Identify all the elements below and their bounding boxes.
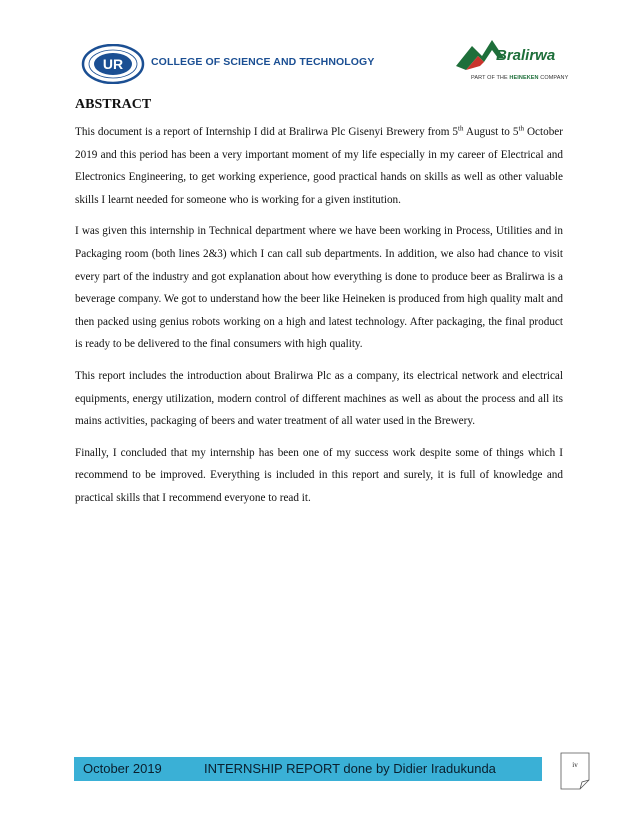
ur-logo-icon <box>81 44 145 84</box>
footer-bar <box>74 757 542 781</box>
page-number-box <box>560 752 590 790</box>
abstract-paragraph-3: This report includes the introduction about Bralirwa Plc as a company, its electrical network and electrical equipments, energy utilization, modern control of different machines as well as about the process and all its mains activities, packaging of beers and water treatment of all water used in the Brewery. <box>75 369 563 428</box>
brand-name: Bralirwa <box>496 47 556 64</box>
abstract-paragraph-1: This document is a report of Internship I did at Bralirwa Plc Gisenyi Brewery from 5th August to 5th October 2019 and this period has been a very important moment of my life especially in my career of Electrical and Electronics Engineering, to get working experience, good practical hands on skills as well as other valuable skills I learnt needed for someone who is working for a given institution. <box>75 124 563 206</box>
brand-tagline: PART OF THE HEINEKEN COMPANY <box>471 75 569 81</box>
footer-date: October 2019 <box>83 761 162 776</box>
abstract-paragraph-4: Finally, I concluded that my internship has been one of my success work despite some of things which I recommend to be improved. Everything is included in this report and surely, it is full of knowledge and practical skills that I recommend everyone to read it. <box>75 446 563 504</box>
page-number: iv <box>572 761 578 769</box>
abstract-heading: ABSTRACT <box>75 97 152 112</box>
page-corner-icon <box>560 752 590 790</box>
ur-logo-text: UR <box>102 56 124 72</box>
college-name: COLLEGE OF SCIENCE AND TECHNOLOGY <box>151 56 375 68</box>
document-body <box>75 96 563 519</box>
footer-title: INTERNSHIP REPORT done by Didier Iradukunda <box>204 761 496 776</box>
page-header <box>0 0 638 95</box>
abstract-paragraph-2: I was given this internship in Technical department where we have been working in Process, Utilities and in Packaging room (both lines 2&3) which I can call sub departments. In addition, we also had chance to visit every part of the industry and got explanation about how everything is done to produce beer as Bralirwa is a beverage company. We got to understand how the beer like Heineken is produced from high quality malt and then packed using genius robots working on a high and latest technology. After packaging, the final product is ready to be delivered to the final consumers with high quality. <box>75 225 563 351</box>
